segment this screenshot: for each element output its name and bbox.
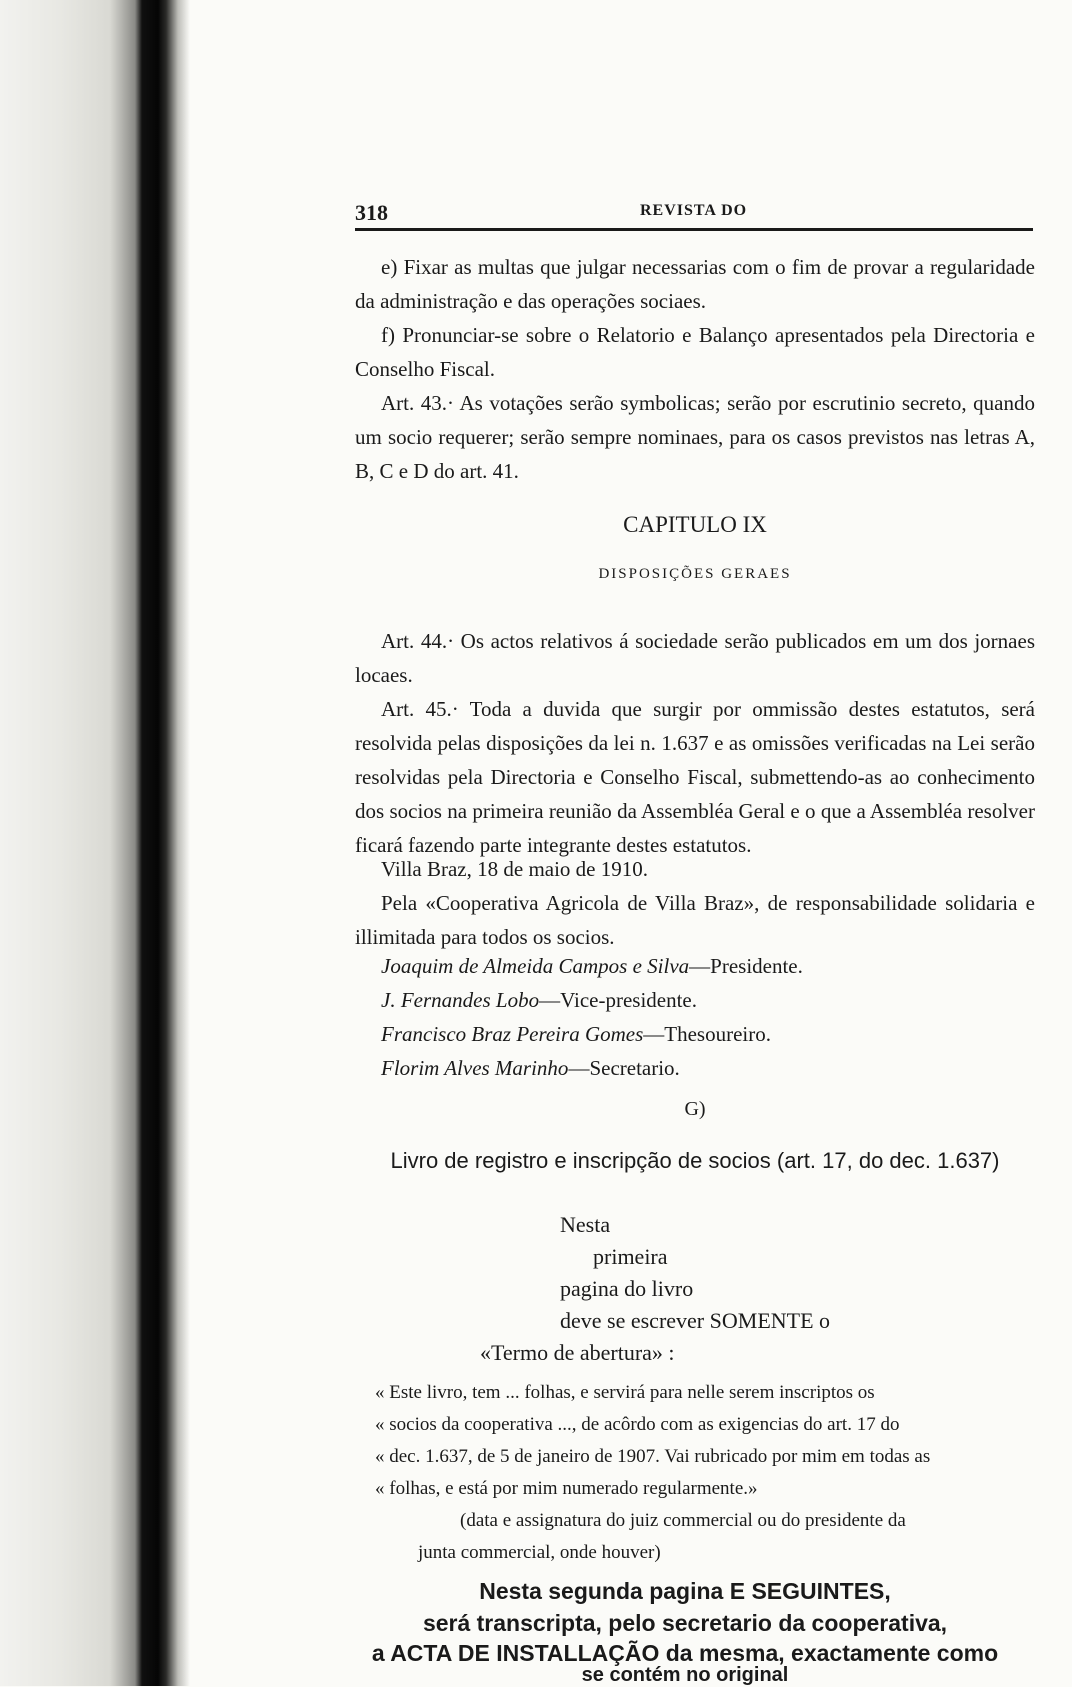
article-43: Art. 43.· As votações serão symbolicas; serão por escrutinio secreto, quando um socio requerer; serão sempre nominaes, para os casos previstos nas letras A, B, C e D do art. 41.	[355, 391, 1035, 483]
signature-role: —Presidente.	[689, 954, 803, 978]
signature-line	[381, 1056, 680, 1081]
annex-line: Nesta	[560, 1212, 611, 1237]
running-header: REVISTA DO	[640, 202, 748, 219]
annex-line: «Termo de abertura» :	[480, 1340, 675, 1365]
cooperative-statement: Pela «Cooperativa Agricola de Villa Braz», de responsabilidade solidaria e illimitada para todos os socios.	[355, 891, 1035, 949]
paragraph-f: f) Pronunciar-se sobre o Relatorio e Balanço apresentados pela Directoria e Conselho Fiscal.	[355, 323, 1035, 381]
signature-name: Florim Alves Marinho	[381, 1056, 569, 1080]
article-44: Art. 44.· Os actos relativos á sociedade serão publicados em um dos jornaes locaes.	[355, 629, 1035, 687]
signature-name: Joaquim de Almeida Campos e Silva	[381, 954, 690, 978]
instruction-line: a ACTA DE INSTALLAÇÃO da mesma, exactamente como	[371, 1640, 999, 1666]
signature-line	[381, 954, 803, 979]
annex-line: primeira	[593, 1244, 668, 1269]
term-line: « folhas, e está por mim numerado regularmente.»	[375, 1478, 758, 1499]
signature-name: J. Fernandes Lobo	[381, 988, 540, 1012]
signature-role: —Secretario.	[568, 1056, 680, 1080]
signature-role: —Vice-presidente.	[539, 988, 697, 1012]
instruction-line: será transcripta, pelo secretario da cooperativa,	[422, 1610, 948, 1636]
signature-line	[381, 1022, 771, 1047]
term-line: « Este livro, tem ... folhas, e servirá para nelle serem inscriptos os	[375, 1382, 875, 1403]
annex-letter: G)	[684, 1098, 706, 1120]
instruction-line: Nesta segunda pagina E SEGUINTES,	[479, 1578, 891, 1604]
article-45: Art. 45.· Toda a duvida que surgir por ommissão destes estatutos, será resolvida pelas disposições da lei n. 1.637 e as omissões verificadas na Lei serão resolvidas pela Directoria e Conselho Fiscal, submettendo-as ao conhecimento dos socios na primeira reunião da Assembléa Geral e o que a Assembléa resolver ficará fazendo parte integrante destes estatutos.	[355, 697, 1035, 857]
signature-line	[381, 988, 697, 1013]
signature-name: Francisco Braz Pereira Gomes	[381, 1022, 644, 1046]
term-line: « socios da cooperativa ..., de acôrdo com as exigencias do art. 17 do	[375, 1414, 900, 1435]
header-rule	[355, 228, 1033, 231]
chapter-title: CAPITULO IX	[623, 512, 767, 537]
chapter-subtitle: DISPOSIÇÕES GERAES	[598, 566, 792, 582]
page-number: 318	[355, 200, 388, 225]
signature-role: —Thesoureiro.	[643, 1022, 771, 1046]
term-line: « dec. 1.637, de 5 de janeiro de 1907. Vai rubricado por mim em todas as	[375, 1446, 931, 1467]
annex-line: pagina do livro	[560, 1276, 694, 1301]
note-line: junta commercial, onde houver)	[418, 1542, 661, 1563]
paragraph-e: e) Fixar as multas que julgar necessarias com o fim de provar a regularidade da administração e das operações sociaes.	[355, 255, 1035, 313]
book-binding-edge	[0, 0, 190, 1686]
annex-line: deve se escrever SOMENTE o	[560, 1308, 831, 1333]
place-date: Villa Braz, 18 de maio de 1910.	[381, 857, 649, 881]
note-line: (data e assignatura do juiz commercial ou do presidente da	[460, 1510, 906, 1531]
annex-title: Livro de registro e inscripção de socios (art. 17, do dec. 1.637)	[390, 1148, 1000, 1173]
instruction-line: se contém no original	[581, 1664, 789, 1686]
